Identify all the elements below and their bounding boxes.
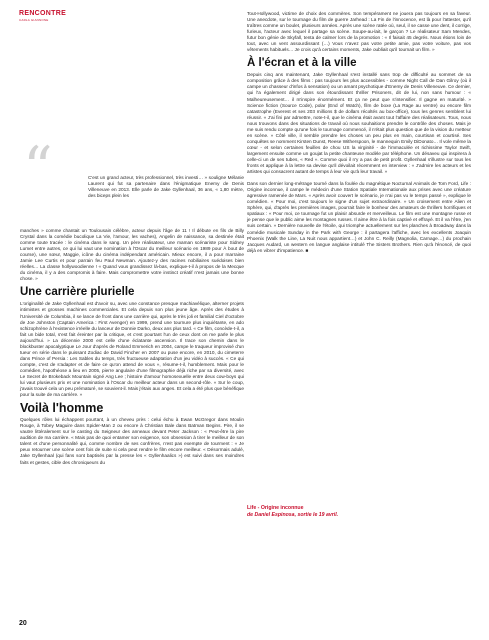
page-number: 20 xyxy=(19,620,27,627)
intro-text: C'est un grand acteur, très professionnel, très investi… » souligne Mélanie Laurent qui fut sa partenaire dans l'énigmatique Enemy de Denis Villeneuve en 2013. Elle parle de Jake Gyllenhaal, 36 ans, « 1,80 mètre, des biceps plein les xyxy=(88,175,244,199)
paragraph: Tout-Hollywood, victime de choix des commères. Son tempérament ne jouera pas toujours en sa faveur. Une anecdote, sur le tournage du film de guerre Jarhead : La Fin de l'innocence, est là pour l'attester, qu'il traîtres comme un boulet, plusieurs années. Après une scène ratée où, seul, il se casse une dent, il corrige, furieux, l'acteur avec lequel il partage sa scène. Soupe-au-lait, le garçon ? Le réalisateur Sam Mendes, futur bon génie de Skyfall, tenta de calmer lors de la promotion : « Il faisait 45 degrés. Nous étions loin de tout, avec un vent assourdissant (…) Vous n'avez pas votre petite amie, pas votre voiture, pas vos vêtements habituels… Je crois qu'à certains moments, Jake oubliait qu'il tournait un film. » xyxy=(247,11,471,53)
section-heading-screen-city: À l'écran et à la ville xyxy=(247,57,357,70)
paragraph: Dans son dernier long-métrage tourné dans la foulée du magnétique Nocturnal Animals de Tom Ford, Life : Origine inconnue, il campe le médecin d'une Station Spatiale Internationale aux prises avec une créature agressive ramenée de Mars. « Après avoir couvert le scénario, je n'ai pas vu le temps passé », explique le comédien. « Pour moi, c'est toujours le signe d'un sujet extraordinaire. » Un croisement entre Alien et Sphère, qui, d'après les premières images, pourrait faire le bonheur des amateurs de thrillers horrifiques et spatiaux : « Pour moi, ce tournage fut un plaisir absurde et merveilleux. Le film est une montagne russe et je pense que le public aime les montagnes russes. Il aime être à la fois captivé et effrayé. Et il va l'être, j'en suis certain. » Dernière nouvelle de l'étoile, qui triomphe actuellement sur les planches à Broadway dans la comédie musicale Sunday in the Park with George : il partagera l'affiche, avec les excellents Joaquin Phoenix (Walk the Line, La Nuit nous appartient…) et John C. Reilly (Magnolia, Carnage…) du prochain Jacques Audard, un western en langue anglaise intitulé The Sisters Brothers. Rien qu'à l'énoncé, de quoi déjà en vibrer d'impatience. ■ xyxy=(247,181,471,253)
paragraph: Depuis cinq ans maintenant, Jake Gyllenhaal s'est installé sans trop de difficulté au sommet de sa composition grâce à des films : pas toujours les plus accessibles - comme Night Call de Dan Gilroy (où il campe un chasseur d'infos à sensation) ou un amant psychotique d'Enemy de Denis Villeneuve. Ce dernier, qui l'a également dirigé dans son étourdissant thriller Prisoners, dit de lui, non sans humour : « Malheureusement… il m'inspire énormément. Et ça ne peut que s'intensifier. Il gagne en maturité. » Science fiction (Source Code), polar (End of Watch), film de boxe (La Rage au ventre) ou encore film catastrophe (Everest et ses 203 millions $ de dollars récoltés au box-office), tous les genres semblent lui réussir. « J'ai fini par admettre, note-t-il, que le cinéma était avant tout l'affaire des réalisateurs. Tous, nous nous trouvons dans des situations de travail où nous souhaitions prendre le contrôle des choses. Mais je me suis rendu compte qu'une fois le tournage commencé, il n'était plus question que de la vision du metteur en scène. » Côté ville, il semble prendre les choses un peu plus en main, courtisan et courtisé. Ses conquêtes se nomment Kirsten Dunst, Reese Witherspoon, le mannequin Emily DiDonato… Il vole même la cœur - et selon certaines feuilles de chou US la virginité - de l'immaculée et richissime Taylor Swift, largement ensuite comme un goujat la petite chanteuse modèle par téléphone. Un désaveu qui inspirera à celle-ci un de ses tubes, « Red ». Comme quoi il n'y a pas de petit profit. Gyllenhaal s'illustre sur tous les fronts et applique à la lettre sa devise qu'il dévoilait récemment en interview : « J'admire les acteurs et les artistes qui consacrent autant de temps à leur vie qu'à leur travail. » xyxy=(247,72,471,175)
opening-quote-mark: “ xyxy=(23,134,53,202)
paragraph: L'originalité de Jake Gyllenhaal est d'avoir su, avec une constance presque machiavélique, alterner projets intimistes et grosses machines commerciales. Et cela depuis son plus jeune âge. Après des études à l'Université de Columbia, il se lance de front dans une carrière qui, après le très joli et familial Ciel d'octobre de Joe Johnston (Captain America : First Avenger) en 1999, prend une tournure plus inquiétante, en ado schizophrène à l'existence irréelle du lanceur de Donnie Darko, deux ans plus tard. « Ce film, concède-t-il, a fait un bide total, s'est fait éreinter par la critique, et c'est pourtant l'un de ceux dont on me parle le plus aujourd'hui. » La décennie 2000 est celle d'une éclatante ascension. Il trace son chemin dans le blockbuster apocalyptique Le Jour d'après de Roland Emmerich en 2004, campe le traqueur improvisé d'un tueur en série dans le puissant Zodiac de David Fincher en 2007 ou puse encore, en 2010, du cimeterre dans Prince of Persia : Les Sables du temps, très fructueuse adaptation d'un jeu vidéo à succès. « Ce qui compte, c'est de s'adapter et de faire ce qu'on attend de vous », résume-t-il, humblement. Mais pour le comédien, l'apothéose a lieu en 2005, pierre angulaire d'une filmographie déjà riche par sa diversité, avec Le Secret de Brokeback Mountain signé Ang Lee ; histoire d'amour homosexuelle entre deux cow-boys qui lui vaut plusieurs prix et une nomination à l'Oscar du meilleur acteur dans un second-rôle. « Sur le coup, j'avais trouvé cela un peu prématuré, se souvient-il. Mais j'étais aux anges. Et cela a été plus que bénéfique pour la suite de ma carrière. » xyxy=(20,301,244,398)
intro-paragraph xyxy=(88,175,244,199)
paragraph: manches » comme chantait un Toulousain célèbre, acteur depuis l'âge de 11 ! Il débute en fils de Billy Crystal dans la comédie bucolique La Vie, l'amour, les vaches), Angelin de naissance, sa destinée était comme toute tracée : le cinéma dans le sang. Un père réalisateur, une maman scénariste pour Sidney Lumet entre autres, ce qui lui vaut une nomination à l'Oscar du meilleur scénario en 1989 pour À bout de course), une sœur, Maggie, icône du cinéma indépendant américain. Mieux encore, il a pour marraine Jamie Lee Curtis et pour parrain feu Paul Newman. Ajoutez-y des racines nobiliaires suédoises bien réelles… La classe hollywoodienne ! « Quand vous grandissez là-bas, explique-t-il à propos de la Mecque du cinéma, il y a des compromis à faire. Mais compromettre votre instinct créatif n'est jamais une bonne chose. » xyxy=(20,228,244,282)
film-credit xyxy=(247,505,447,519)
section-heading-voila: Voilà l'homme xyxy=(20,401,104,416)
film-release-info: de Daniel Espinosa, sortie le 19 avril. xyxy=(247,512,339,518)
right-column xyxy=(247,11,471,254)
left-column xyxy=(20,228,244,466)
film-title: Life - Origine inconnue xyxy=(247,505,304,511)
rubric-byline: CARLA GIANNONE xyxy=(19,18,49,22)
rubric-title: RENCONTRE xyxy=(19,10,67,17)
paragraph: Quelques rôles lui échappent pourtant, à un cheveu près : celui échu à Ewan McGregor dans Moulin Rouge, à Tobey Maguire dans Spider-Man 2 ou encore à Christian Bale dans Batman Begins. Pire, il se vautre littéralement sur le casting du Seigneur des anneaux devant Peter Jackson : « Peut-être la pire audition de ma carrière. « Mais pas de quoi entamer son exigence, son obsession à tirer le meilleur de son talent et d'une personnalité qui, comme nombre de ses confrères, n'est pas exempte de tourment : « Je peux retourner une scène cent fois de suite si cela peut rendre le film encore meilleur. « Désormais adulé, Jake Gyllenhaal (qui fans sont baptisés par la presse les « Gyllenhaalics ») est suivi dans ses moindres faits et gestes, cible des chroniqueurs du xyxy=(20,417,244,465)
section-rubric xyxy=(19,10,66,22)
section-heading-career: Une carrière plurielle xyxy=(20,286,135,299)
